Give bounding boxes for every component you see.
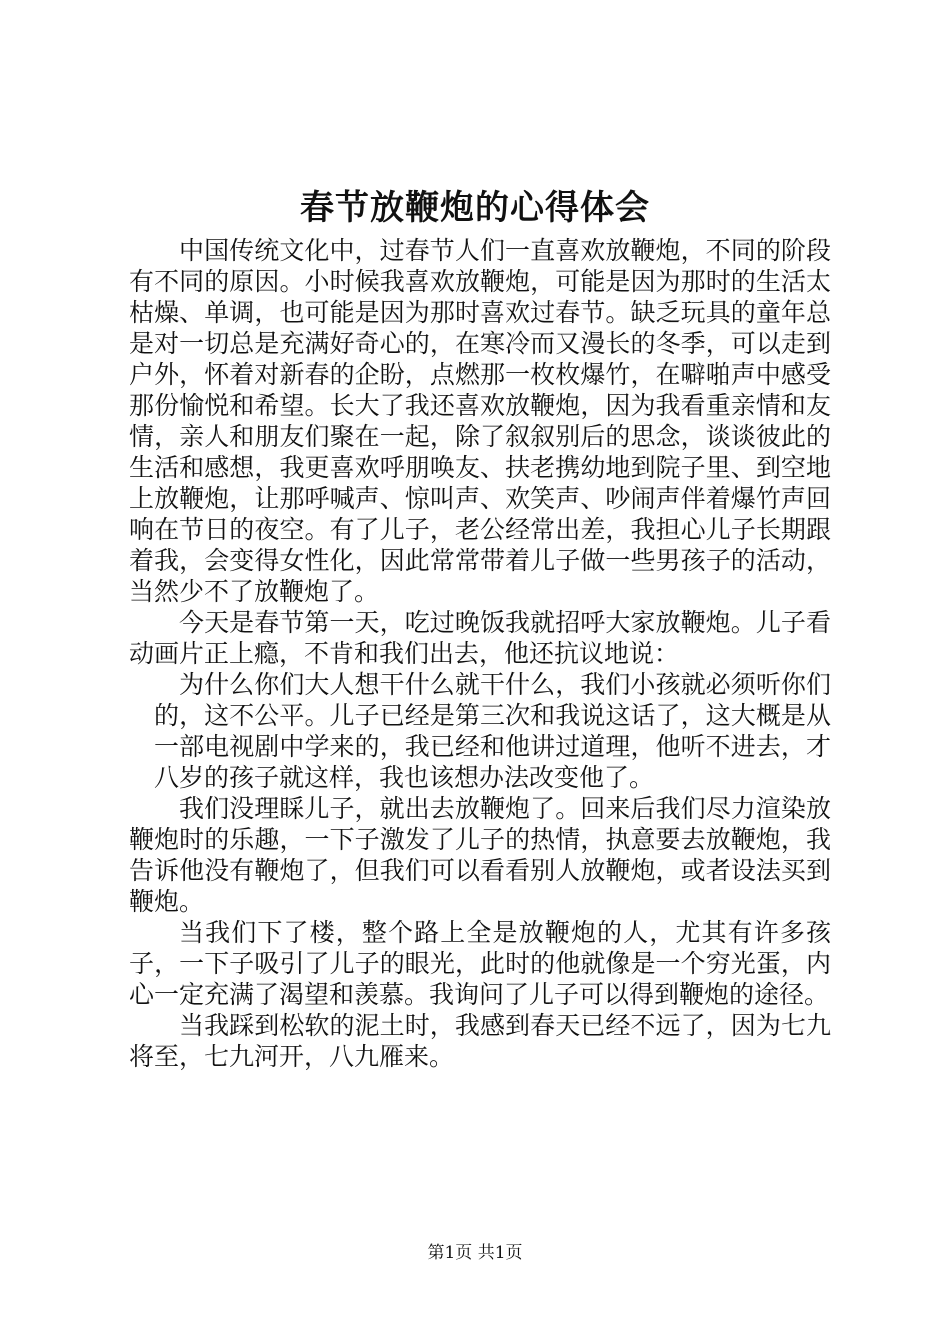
paragraph-1: 中国传统文化中，过春节人们一直喜欢放鞭炮，不同的阶段有不同的原因。小时候我喜欢放鞭炮，可能是因为那时的生活太枯燥、单调，也可能是因为那时喜欢过春节。缺乏玩具的童年总是对一切总是充满好奇心的，在寒冷而又漫长的冬季，可以走到户外，怀着对新春的企盼，点燃那一枚枚爆竹，在噼啪声中感受那份愉悦和希望。长大了我还喜欢放鞭炮，因为我看重亲情和友情，亲人和朋友们聚在一起，除了叙叙别后的思念，谈谈彼此的生活和感想，我更喜欢呼朋唤友、扶老携幼地到院子里、到空地上放鞭炮，让那呼喊声、惊叫声、欢笑声、吵闹声伴着爆竹声回响在节日的夜空。有了儿子，老公经常出差，我担心儿子长期跟着我，会变得女性化，因此常常带着儿子做一些男孩子的活动，当然少不了放鞭炮了。 bbox=[129, 236, 831, 606]
paragraph-6: 当我踩到松软的泥土时，我感到春天已经不远了，因为七九将至，七九河开，八九雁来。 bbox=[129, 1011, 831, 1071]
page-footer: 第1页 共1页 bbox=[427, 1243, 523, 1263]
paragraph-4: 我们没理睬儿子，就出去放鞭炮了。回来后我们尽力渲染放鞭炮时的乐趣，一下子激发了儿子的热情，执意要去放鞭炮，我告诉他没有鞭炮了，但我们可以看看别人放鞭炮，或者设法买到鞭炮。 bbox=[129, 794, 831, 916]
paragraph-2: 今天是春节第一天，吃过晚饭我就招呼大家放鞭炮。儿子看动画片正上瘾，不肯和我们出去，他还抗议地说： bbox=[129, 608, 831, 668]
paragraph-3-quote: 为什么你们大人想干什么就干什么，我们小孩就必须听你们的，这不公平。儿子已经是第三次和我说这话了，这大概是从一部电视剧中学来的，我已经和他讲过道理，他听不进去，才八岁的孩子就这样，我也该想办法改变他了。 bbox=[154, 670, 831, 792]
paragraph-5: 当我们下了楼，整个路上全是放鞭炮的人，尤其有许多孩子，一下子吸引了儿子的眼光，此时的他就像是一个穷光蛋，内心一定充满了渴望和羡慕。我询问了儿子可以得到鞭炮的途径。 bbox=[129, 918, 831, 1009]
document-body bbox=[129, 235, 831, 1072]
document-title: 春节放鞭炮的心得体会 bbox=[300, 188, 650, 228]
